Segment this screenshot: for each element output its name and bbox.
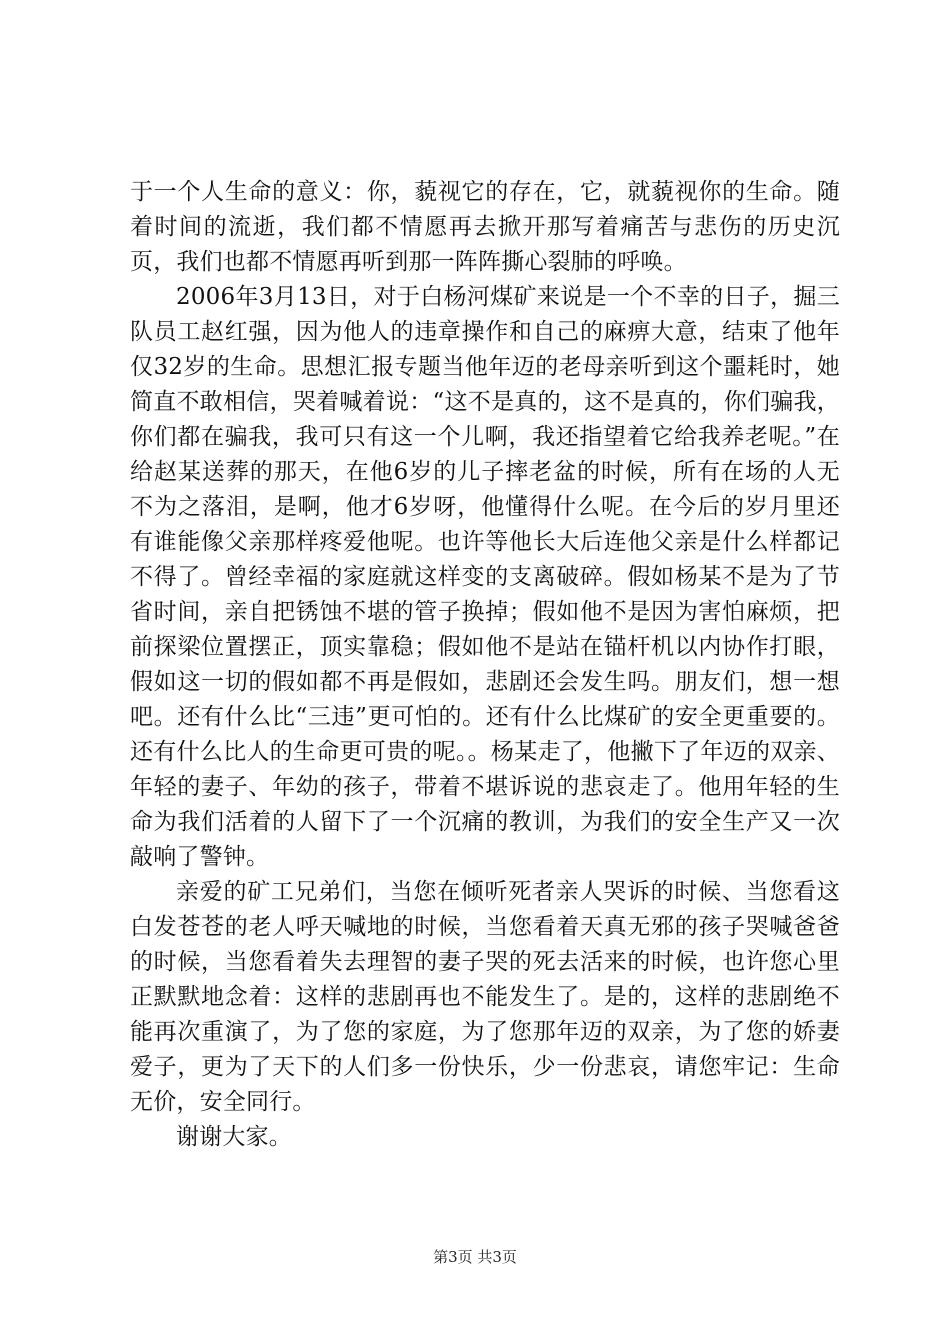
- page-footer: 第3页 共3页: [433, 1248, 517, 1266]
- paragraph-closing: 谢谢大家。: [176, 1124, 292, 1150]
- paragraph-appeal: 亲爱的矿工兄弟们，当您在倾听死者亲人哭诉的时候、当您看这白发苍苍的老人呼天喊地的时候，当您看着天真无邪的孩子哭喊爸爸的时候，当您看着失去理智的妻子哭的死去活来的时候，也许您心里正默默地念着：这样的悲剧再也不能发生了。是的，这样的悲剧绝不能再次重演了，为了您的家庭，为了您那年迈的双亲，为了您的娇妻爱子，更为了天下的人们多一份快乐，少一份悲哀，请您牢记：生命无价，安全同行。: [130, 879, 840, 1115]
- paragraph-continued: 于一个人生命的意义：你，藐视它的存在，它，就藐视你的生命。随着时间的流逝，我们都不情愿再去掀开那写着痛苦与悲伤的历史沉页，我们也都不情愿再听到那一阵阵撕心裂肺的呼唤。: [130, 179, 840, 275]
- paragraph-accident-story: 2006年3月13日，对于白杨河煤矿来说是一个不幸的日子，掘三队员工赵红强，因为他人的违章操作和自己的麻痹大意，结束了他年仅32岁的生命。思想汇报专题当他年迈的老母亲听到这个噩耗时，她简直不敢相信，哭着喊着说：“这不是真的，这不是真的，你们骗我，你们都在骗我，我可只有这一个儿啊，我还指望着它给我养老呢。”在给赵某送葬的那天，在他6岁的儿子摔老盆的时候，所有在场的人无不为之落泪，是啊，他才6岁呀，他懂得什么呢。在今后的岁月里还有谁能像父亲那样疼爱他呢。也许等他长大后连他父亲是什么样都记不得了。曾经幸福的家庭就这样变的支离破碎。假如杨某不是为了节省时间，亲自把锈蚀不堪的管子换掉；假如他不是因为害怕麻烦，把前探梁位置摆正，顶实靠稳；假如他不是站在锚杆机以内协作打眼，假如这一切的假如都不再是假如，悲剧还会发生吗。朋友们，想一想吧。还有什么比“三违”更可怕的。还有什么比煤矿的安全更重要的。还有什么比人的生命更可贵的呢。。杨某走了，他撇下了年迈的双亲、年轻的妻子、年幼的孩子，带着不堪诉说的悲哀走了。他用年轻的生命为我们活着的人留下了一个沉痛的教训，为我们的安全生产又一次敲响了警钟。: [130, 284, 840, 870]
- document-body: [130, 175, 840, 1155]
